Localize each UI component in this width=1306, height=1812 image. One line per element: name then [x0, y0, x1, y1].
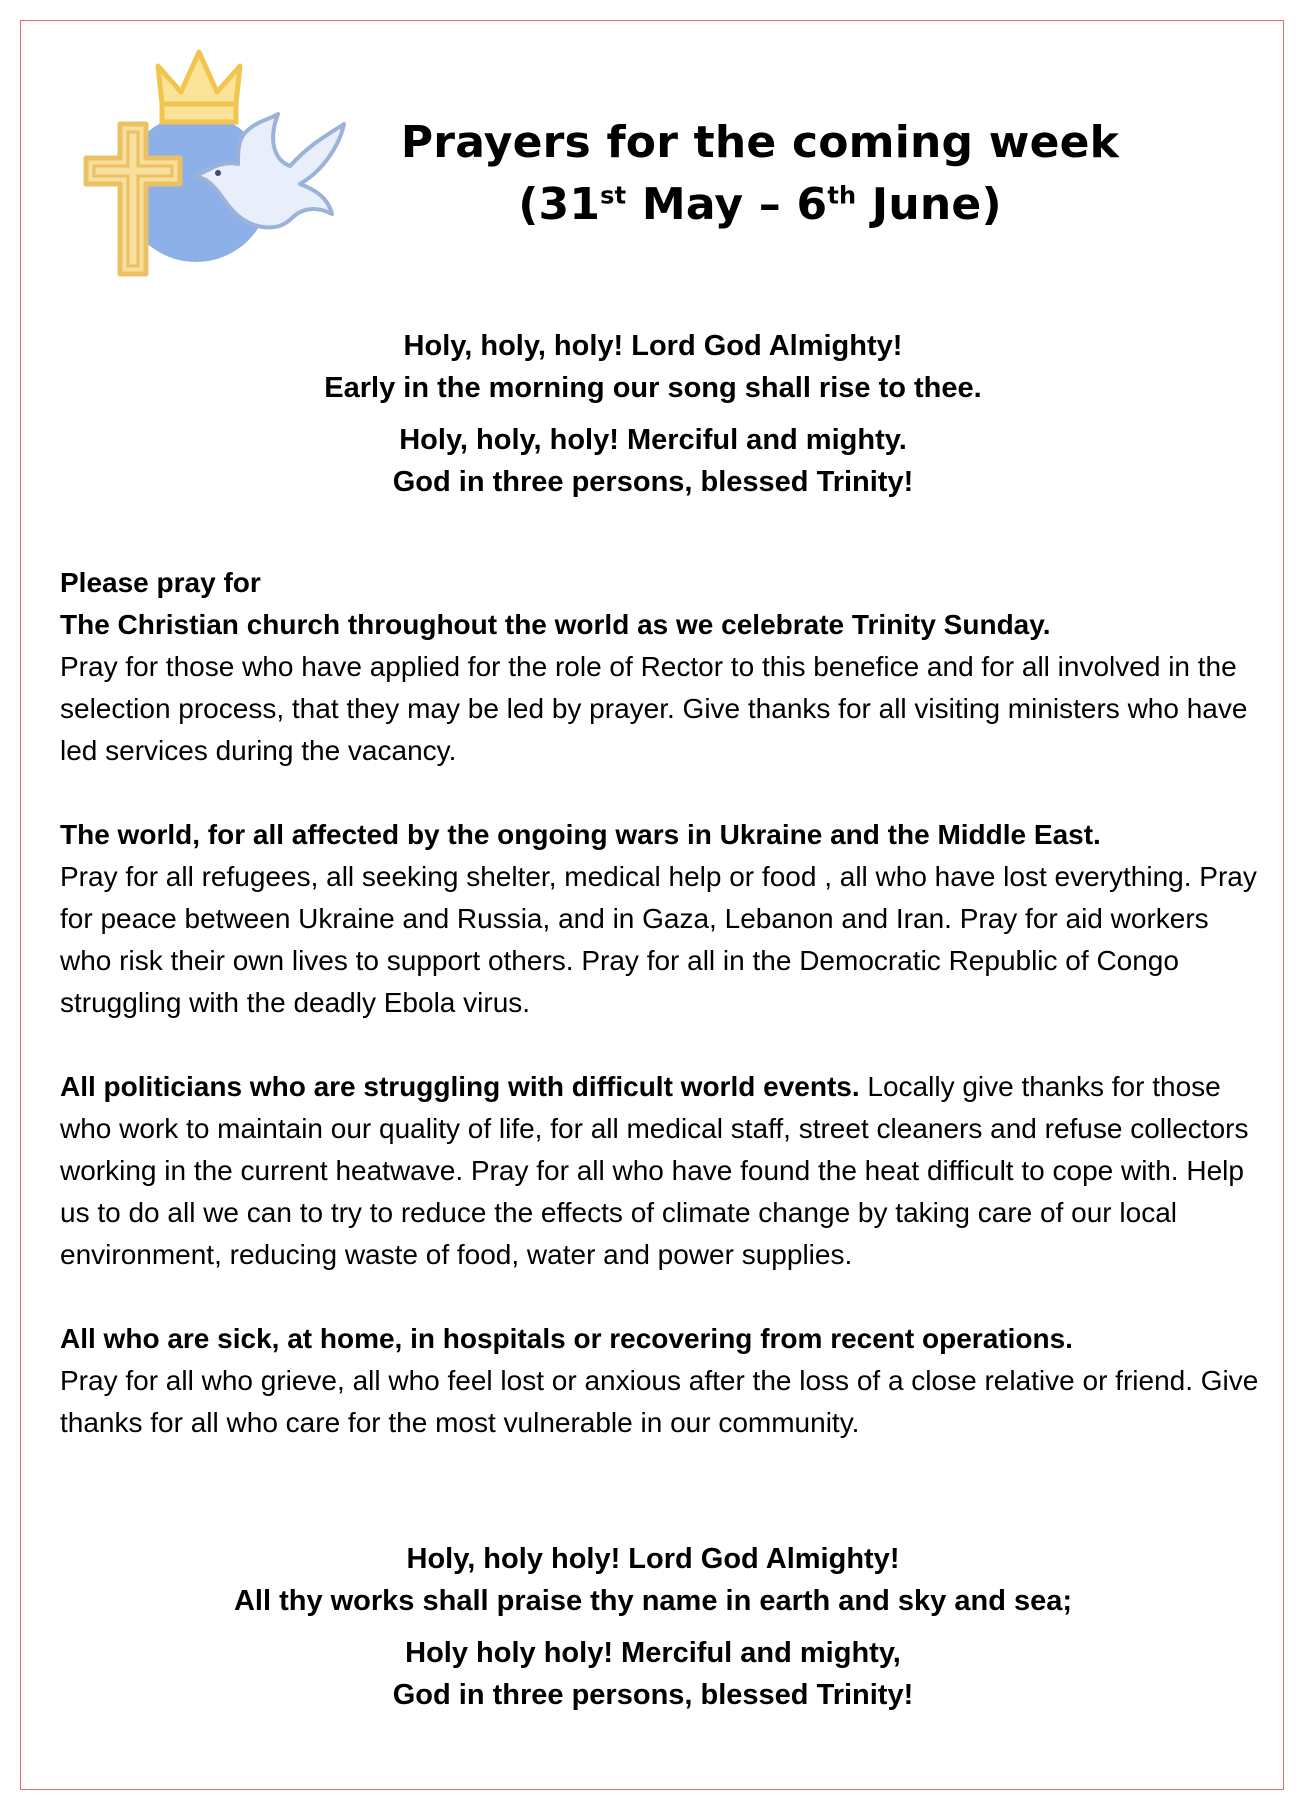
title-mid: May – 6	[626, 179, 828, 230]
title-line-1: Prayers for the coming week	[400, 117, 1120, 168]
section-sick	[60, 1318, 1260, 1444]
page-title	[380, 112, 1140, 236]
hymn-top	[40, 325, 1266, 503]
section-text: Locally give thanks for those who work to maintain our quality of life, for all medical staff, street cleaners and refuse collectors working in the current heatwave. Pray for all who have found the heat difficult to cope with. Help us to do all we can to try to reduce the effects of climate change by taking care of our local environment, reducing waste of food, water and power supplies.	[60, 1071, 1249, 1270]
section-text: Pray for those who have applied for the role of Rector to this benefice and for all involved in the selection process, that they may be led by prayer. Give thanks for all visiting ministers who have led services during the vacancy.	[60, 651, 1248, 766]
section-heading: The Christian church throughout the world as we celebrate Trinity Sunday.	[60, 609, 1051, 640]
prayer-body	[60, 562, 1260, 1486]
crown-icon	[158, 52, 240, 122]
church-logo	[78, 48, 358, 288]
section-heading: All who are sick, at home, in hospitals or recovering from recent operations.	[60, 1323, 1073, 1354]
title-close: June)	[856, 179, 1002, 230]
title-sup-1: st	[600, 181, 627, 210]
hymn-bottom	[40, 1538, 1266, 1716]
title-sup-2: th	[827, 181, 857, 210]
hymn-top-line-1: Holy, holy, holy! Lord God Almighty!	[403, 330, 903, 362]
hymn-bottom-line-4: God in three persons, blessed Trinity!	[392, 1679, 914, 1711]
section-politicians	[60, 1066, 1260, 1276]
section-heading: All politicians who are struggling with difficult world events.	[60, 1071, 860, 1102]
section-heading: The world, for all affected by the ongoing wars in Ukraine and the Middle East.	[60, 819, 1101, 850]
title-line-2	[380, 174, 1140, 236]
hymn-top-line-2: Early in the morning our song shall rise to thee.	[324, 372, 982, 404]
section-church	[60, 604, 1260, 772]
hymn-top-line-3: Holy, holy, holy! Merciful and mighty.	[399, 424, 907, 456]
section-world	[60, 814, 1260, 1024]
section-text: Pray for all refugees, all seeking shelter, medical help or food , all who have lost everything. Pray for peace between Ukraine and Russia, and in Gaza, Lebanon and Iran. Pray for aid workers who risk their own lives to support others. Pray for all in the Democratic Republic of Congo struggling with the deadly Ebola virus.	[60, 861, 1257, 1018]
hymn-bottom-line-1: Holy, holy holy! Lord God Almighty!	[406, 1543, 900, 1575]
hymn-bottom-line-3: Holy holy holy! Merciful and mighty,	[405, 1637, 901, 1669]
section-text: Pray for all who grieve, all who feel lost or anxious after the loss of a close relative or friend. Give thanks for all who care for the most vulnerable in our community.	[60, 1365, 1259, 1438]
hymn-top-line-4: God in three persons, blessed Trinity!	[392, 466, 914, 498]
hymn-bottom-line-2: All thy works shall praise thy name in earth and sky and sea;	[233, 1585, 1073, 1617]
title-open: (31	[518, 179, 601, 230]
intro-text: Please pray for	[60, 567, 261, 598]
